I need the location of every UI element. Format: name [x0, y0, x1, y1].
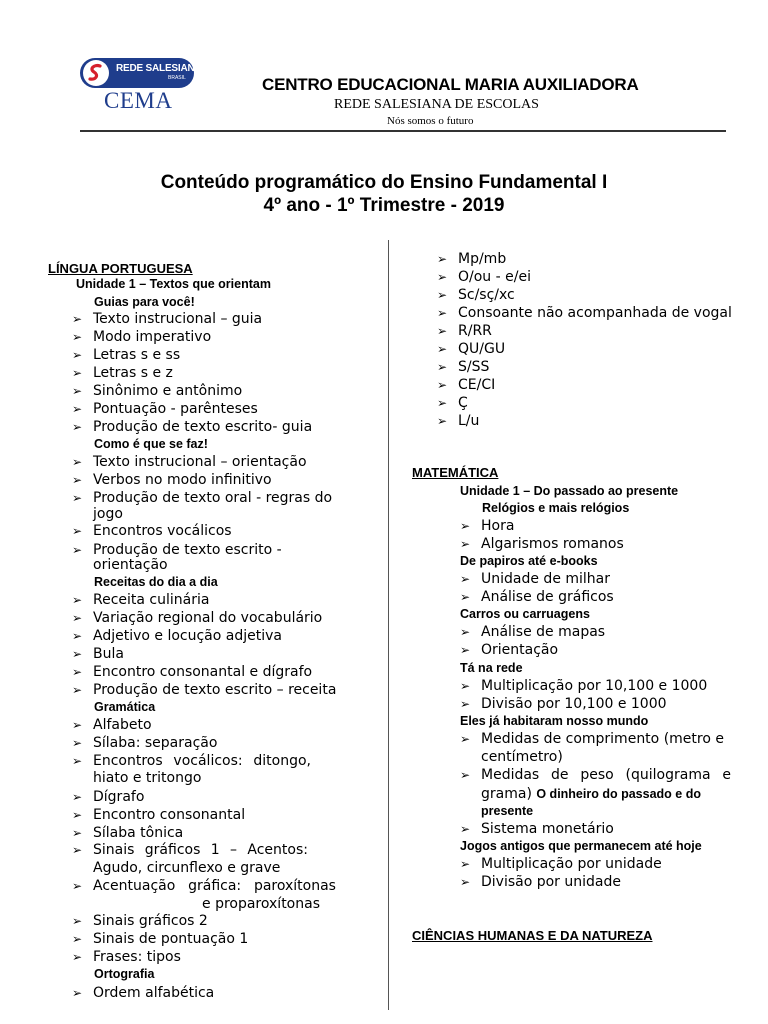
subsection-title: Tá na rede [460, 661, 523, 675]
bullet-arrow-icon: ➢ [72, 826, 83, 840]
logo-emblem-icon [83, 60, 109, 86]
bullet-arrow-icon: ➢ [437, 378, 448, 392]
list-item-text: Sinônimo e antônimo [93, 383, 243, 399]
bullet-arrow-icon: ➢ [72, 384, 83, 398]
list-item [72, 841, 308, 859]
list-item [460, 820, 614, 838]
word: peso [580, 767, 614, 783]
list-item-text: Ordem alfabética [93, 985, 215, 1001]
bullet-arrow-icon: ➢ [437, 342, 448, 356]
list-item-text [93, 752, 311, 770]
bullet-arrow-icon: ➢ [72, 348, 83, 362]
list-item-text: Texto instrucional – guia [93, 311, 263, 327]
list-item [72, 930, 249, 948]
list-item-text: Medidas de comprimento (metro e [481, 731, 724, 747]
list-item [72, 591, 210, 609]
bullet-arrow-icon: ➢ [72, 914, 83, 928]
list-item-text: Verbos no modo infinitivo [93, 472, 272, 488]
bullet-arrow-icon: ➢ [460, 768, 471, 782]
list-item [460, 766, 731, 784]
list-item-text: CE/CI [458, 377, 496, 393]
network-name: REDE SALESIANA DE ESCOLAS [334, 97, 539, 112]
section-title-portugues: LÍNGUA PORTUGUESA [48, 261, 193, 276]
bullet-arrow-icon: ➢ [437, 252, 448, 266]
subsection-title: Carros ou carruagens [460, 607, 590, 621]
motto: Nós somos o futuro [387, 115, 474, 127]
subsection-title: Ortografia [94, 967, 155, 981]
list-item-text: Adjetivo e locução adjetiva [93, 628, 282, 644]
bullet-arrow-icon: ➢ [72, 950, 83, 964]
list-item-text: S/SS [458, 359, 490, 375]
list-item [72, 328, 212, 346]
list-item [72, 824, 184, 842]
list-item-text: Consoante não acompanhada de vogal [458, 305, 732, 321]
list-item-text: Produção de texto escrito - [93, 542, 282, 558]
subsection-title-continuation: presente [481, 804, 534, 818]
list-item [460, 517, 515, 535]
page-title: Conteúdo programático do Ensino Fundamental I [160, 172, 608, 193]
page-subtitle: 4º ano - 1º Trimestre - 2019 [263, 195, 505, 216]
bullet-arrow-icon: ➢ [72, 330, 83, 344]
list-item [72, 346, 181, 364]
list-item-text [93, 877, 336, 895]
list-item [437, 304, 732, 322]
list-item-text: Multiplicação por unidade [481, 856, 662, 872]
list-item [72, 471, 272, 489]
list-item-text [93, 841, 308, 859]
word: Medidas [481, 767, 540, 783]
list-item-text: Dígrafo [93, 789, 145, 805]
word: e [722, 767, 731, 783]
bullet-arrow-icon: ➢ [437, 288, 448, 302]
bullet-arrow-icon: ➢ [72, 491, 83, 505]
list-item [460, 588, 614, 606]
list-item [72, 645, 124, 663]
bullet-arrow-icon: ➢ [72, 647, 83, 661]
bullet-arrow-icon: ➢ [72, 754, 83, 768]
subsection-title: Relógios e mais relógios [482, 501, 630, 515]
list-item-text: Hora [481, 518, 515, 534]
bullet-arrow-icon: ➢ [460, 732, 471, 746]
list-item [460, 535, 624, 553]
subsection-title: Eles já habitaram nosso mundo [460, 714, 649, 728]
list-item-text: Orientação [481, 642, 559, 658]
list-item [437, 340, 506, 358]
bullet-arrow-icon: ➢ [72, 808, 83, 822]
logo-badge [80, 58, 202, 88]
bullet-arrow-icon: ➢ [72, 420, 83, 434]
logo-country-text: BRASIL [168, 75, 186, 81]
bullet-arrow-icon: ➢ [72, 736, 83, 750]
list-item [72, 400, 258, 418]
list-item-text: Texto instrucional – orientação [93, 454, 307, 470]
list-item [72, 877, 336, 895]
bullet-arrow-icon: ➢ [72, 312, 83, 326]
list-item-text [481, 766, 731, 784]
list-item [437, 250, 507, 268]
bullet-arrow-icon: ➢ [437, 324, 448, 338]
list-item-text: Sílaba tônica [93, 825, 184, 841]
bullet-arrow-icon: ➢ [72, 455, 83, 469]
word: 1 [210, 842, 220, 858]
list-item-text: Análise de mapas [481, 624, 606, 640]
list-item-text: Produção de texto escrito – receita [93, 682, 337, 698]
list-item-continuation: orientação [93, 557, 168, 573]
bullet-arrow-icon: ➢ [460, 822, 471, 836]
list-item [72, 984, 215, 1002]
bullet-arrow-icon: ➢ [437, 414, 448, 428]
list-item [460, 730, 724, 748]
subsection-title: De papiros até e-books [460, 554, 598, 568]
bullet-arrow-icon: ➢ [72, 879, 83, 893]
list-item [72, 627, 282, 645]
bullet-arrow-icon: ➢ [460, 572, 471, 586]
list-item [460, 855, 662, 873]
list-item [460, 623, 606, 641]
bullet-arrow-icon: ➢ [437, 306, 448, 320]
bullet-arrow-icon: ➢ [437, 270, 448, 284]
word: de [551, 767, 569, 783]
word: gráfica: [188, 878, 242, 894]
bullet-arrow-icon: ➢ [72, 611, 83, 625]
subsection-title: Jogos antigos que permanecem até hoje [460, 839, 702, 853]
section-title-matematica: MATEMÁTICA [412, 465, 499, 480]
list-item-text: R/RR [458, 323, 492, 339]
list-item [72, 788, 145, 806]
unit-title: Unidade 1 – Do passado ao presente [460, 484, 679, 498]
school-name: CENTRO EDUCACIONAL MARIA AUXILIADORA [262, 75, 639, 94]
list-item [437, 376, 496, 394]
list-item [72, 522, 232, 540]
list-item-text: Bula [93, 646, 124, 662]
bullet-arrow-icon: ➢ [72, 843, 83, 857]
list-item [72, 489, 333, 507]
bullet-arrow-icon: ➢ [460, 857, 471, 871]
list-item-text: Sílaba: separação [93, 735, 218, 751]
list-item [72, 382, 243, 400]
list-item [460, 677, 708, 695]
subsection-title: Receitas do dia a dia [94, 575, 218, 589]
list-item-text: O/ou - e/ei [458, 269, 531, 285]
subsection-title: Como é que se faz! [94, 437, 208, 451]
bullet-arrow-icon: ➢ [437, 396, 448, 410]
list-item-text: Multiplicação por 10,100 e 1000 [481, 678, 708, 694]
word: – [230, 842, 238, 858]
list-item [72, 681, 337, 699]
list-item-continuation: jogo [93, 506, 123, 522]
bullet-arrow-icon: ➢ [460, 625, 471, 639]
list-item-text: Sinais gráficos 2 [93, 913, 208, 929]
list-item [72, 948, 181, 966]
list-item-text: Algarismos romanos [481, 536, 624, 552]
bullet-arrow-icon: ➢ [72, 790, 83, 804]
list-item [72, 716, 152, 734]
list-item [437, 322, 492, 340]
list-item-text: Encontros vocálicos [93, 523, 232, 539]
list-item-text: Alfabeto [93, 717, 152, 733]
bullet-arrow-icon: ➢ [72, 366, 83, 380]
word: ditongo, [253, 753, 311, 769]
unit-title: Unidade 1 – Textos que orientam [76, 277, 271, 291]
list-item [437, 286, 515, 304]
list-item-text: Análise de gráficos [481, 589, 614, 605]
list-item-text: QU/GU [458, 341, 506, 357]
list-item [72, 663, 313, 681]
bullet-arrow-icon: ➢ [460, 679, 471, 693]
bullet-arrow-icon: ➢ [72, 932, 83, 946]
list-item [72, 418, 313, 436]
bullet-arrow-icon: ➢ [460, 537, 471, 551]
bullet-arrow-icon: ➢ [72, 629, 83, 643]
logo-network-text: REDE SALESIANA [116, 63, 202, 74]
list-item [72, 734, 218, 752]
list-item-text: Sinais de pontuação 1 [93, 931, 249, 947]
list-item [72, 453, 307, 471]
bullet-arrow-icon: ➢ [72, 473, 83, 487]
bullet-arrow-icon: ➢ [460, 697, 471, 711]
list-item-text: Mp/mb [458, 251, 507, 267]
list-item-continuation: e proparoxítonas [202, 896, 320, 912]
bullet-arrow-icon: ➢ [72, 665, 83, 679]
bullet-arrow-icon: ➢ [72, 683, 83, 697]
list-item [72, 364, 173, 382]
word: Acentos: [247, 842, 308, 858]
list-item [437, 268, 531, 286]
list-item [437, 358, 490, 376]
list-item-text: grama) [481, 786, 532, 802]
list-item-text: Frases: tipos [93, 949, 181, 965]
list-item-text: Ç [458, 395, 468, 411]
bullet-arrow-icon: ➢ [72, 593, 83, 607]
logo-name: CEMA [104, 88, 173, 113]
list-item [72, 806, 246, 824]
list-item-text: Modo imperativo [93, 329, 212, 345]
list-item-text: Produção de texto oral - regras do [93, 490, 333, 506]
list-item-text: Pontuação - parênteses [93, 401, 258, 417]
list-item [72, 912, 208, 930]
subsection-title-inline: O dinheiro do passado e do [536, 787, 701, 801]
bullet-arrow-icon: ➢ [72, 402, 83, 416]
list-item [460, 570, 611, 588]
word: gráficos [144, 842, 201, 858]
list-item [460, 873, 621, 891]
list-item-continuation: hiato e tritongo [93, 770, 202, 786]
list-item-text: Receita culinária [93, 592, 210, 608]
list-item [72, 609, 323, 627]
list-item-continuation: centímetro) [481, 749, 563, 765]
word: Acentuação [93, 878, 176, 894]
list-item-text: Letras s e z [93, 365, 173, 381]
list-item-text: Divisão por 10,100 e 1000 [481, 696, 667, 712]
section-title-ciencias: CIÊNCIAS HUMANAS E DA NATUREZA [412, 928, 653, 943]
list-item-text: L/u [458, 413, 480, 429]
list-item-continuation: Agudo, circunflexo e grave [93, 860, 281, 876]
list-item-text: Encontro consonantal e dígrafo [93, 664, 313, 680]
list-item [72, 752, 311, 770]
bullet-arrow-icon: ➢ [460, 643, 471, 657]
bullet-arrow-icon: ➢ [460, 519, 471, 533]
bullet-arrow-icon: ➢ [72, 524, 83, 538]
list-item-text: Encontro consonantal [93, 807, 246, 823]
list-item-continuation [481, 785, 701, 803]
list-item-text: Produção de texto escrito- guia [93, 419, 313, 435]
list-item-text: Variação regional do vocabulário [93, 610, 323, 626]
list-item-text: Divisão por unidade [481, 874, 621, 890]
word: Encontros [93, 753, 163, 769]
column-divider [388, 240, 389, 1010]
header-divider [80, 130, 726, 132]
list-item [72, 310, 263, 328]
list-item [437, 412, 480, 430]
list-item-text: Sistema monetário [481, 821, 614, 837]
bullet-arrow-icon: ➢ [72, 718, 83, 732]
list-item-text: Letras s e ss [93, 347, 181, 363]
word: Sinais [93, 842, 135, 858]
bullet-arrow-icon: ➢ [72, 543, 83, 557]
list-item-text: Sc/sç/xc [458, 287, 515, 303]
list-item-text: Unidade de milhar [481, 571, 611, 587]
bullet-arrow-icon: ➢ [460, 590, 471, 604]
bullet-arrow-icon: ➢ [437, 360, 448, 374]
word: paroxítonas [253, 878, 336, 894]
word: (quilograma [625, 767, 711, 783]
subsection-title: Guias para você! [94, 295, 195, 309]
bullet-arrow-icon: ➢ [72, 986, 83, 1000]
subsection-title: Gramática [94, 700, 156, 714]
list-item [437, 394, 468, 412]
list-item [460, 641, 559, 659]
word: vocálicos: [173, 753, 243, 769]
list-item [460, 695, 667, 713]
bullet-arrow-icon: ➢ [460, 875, 471, 889]
